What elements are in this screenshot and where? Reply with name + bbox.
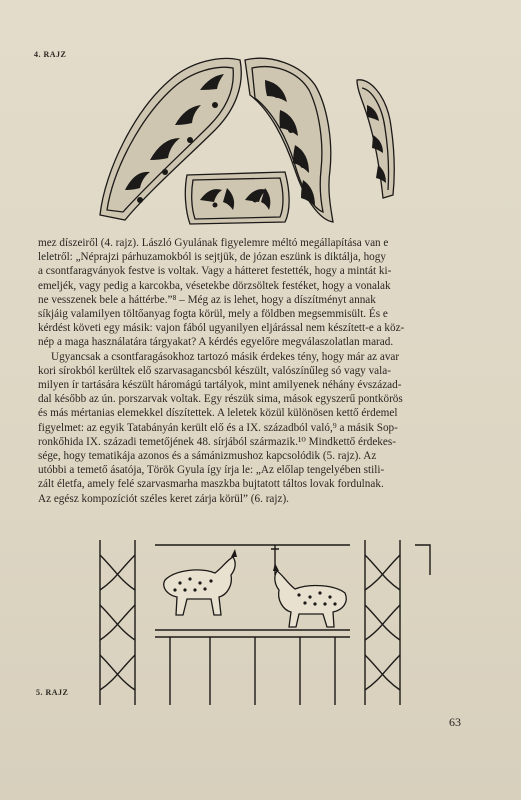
figure-5-illustration (95, 535, 435, 710)
text-line: ronkőhida IX. századi temetőjének 48. sírjából származik.¹⁰ Mindkettő érdekes- (38, 435, 396, 448)
text-line: emeljék, vagy pedig a karcokba, vésetekbe dörzsöltek festéket, hogy a vonalak (38, 279, 391, 292)
text-line: a csontfaragványok festve is voltak. Vagy a hátteret festették, hogy a mintát ki- (38, 265, 392, 278)
text-line: zált életfa, amely felé szarvasmarha maszkba bujtatott táltos lovak fordulnak. (38, 478, 384, 491)
text-line: kori sírokból kerültek elő szarvasagancsból készült, valószínűleg só vagy vala- (38, 364, 391, 377)
text-line: milyen ír tartására készült háromágú tartályok, mint amilyenek néhány évszázad- (38, 379, 402, 392)
text-line: figyelmet: az egyik Tatabányán került elő és a IX. századból való,⁹ a másik Sop- (38, 421, 398, 434)
text-line: és más mértanias elemekkel díszítettek. A leletek közül különösen kettő érdemel (38, 407, 398, 420)
text-line: utóbbi a temető ásatója, Török Gyula így írja le: „Az előlap tengelyében stili- (38, 464, 385, 477)
figure-4-caption: 4. RAJZ (34, 50, 67, 59)
text-line: mez díszeiről (4. rajz). László Gyulának figyelemre méltó megállapítása van e (38, 237, 389, 249)
body-text (38, 236, 486, 506)
text-line: leletről: „Néprajzi párhuzamokból is sejtjük, de józan eszünk is diktálja, hogy (38, 251, 386, 264)
text-line: ne vesszenek bele a háttérbe.”⁸ – Még az is lehet, hogy a díszítményt annak (38, 293, 376, 306)
paragraph-2 (38, 350, 486, 506)
text-line: síkjáig valamilyen töltőanyag fogta körül, mely a földben megsemmisült. És e (38, 308, 388, 321)
page-number: 63 (449, 715, 461, 729)
paragraph-1 (38, 236, 486, 350)
figure-5-caption: 5. RAJZ (36, 688, 69, 697)
text-line: nép a maga használatára tárgyakat? A kérdés egyelőre megválaszolatlan marad. (38, 336, 394, 349)
text-line: kérdést követi egy másik: vajon fából ugyanilyen eljárással nem készített-e a köz- (38, 322, 405, 335)
text-line: Ugyancsak a csontfaragásokhoz tartozó másik érdekes tény, hogy már az avar (51, 350, 400, 363)
text-line: dal később az ún. porszarvak voltak. Egy részük sima, mások egyszerű pontkörös (38, 393, 403, 406)
text-line: Az egész kompozíciót széles keret zárja körül” (6. rajz). (38, 492, 289, 505)
figure-4-illustration (95, 50, 415, 230)
text-line: sége, hogy tematikája azonos és a sámánizmushoz kapcsolódik (5. rajz). Az (38, 450, 377, 463)
